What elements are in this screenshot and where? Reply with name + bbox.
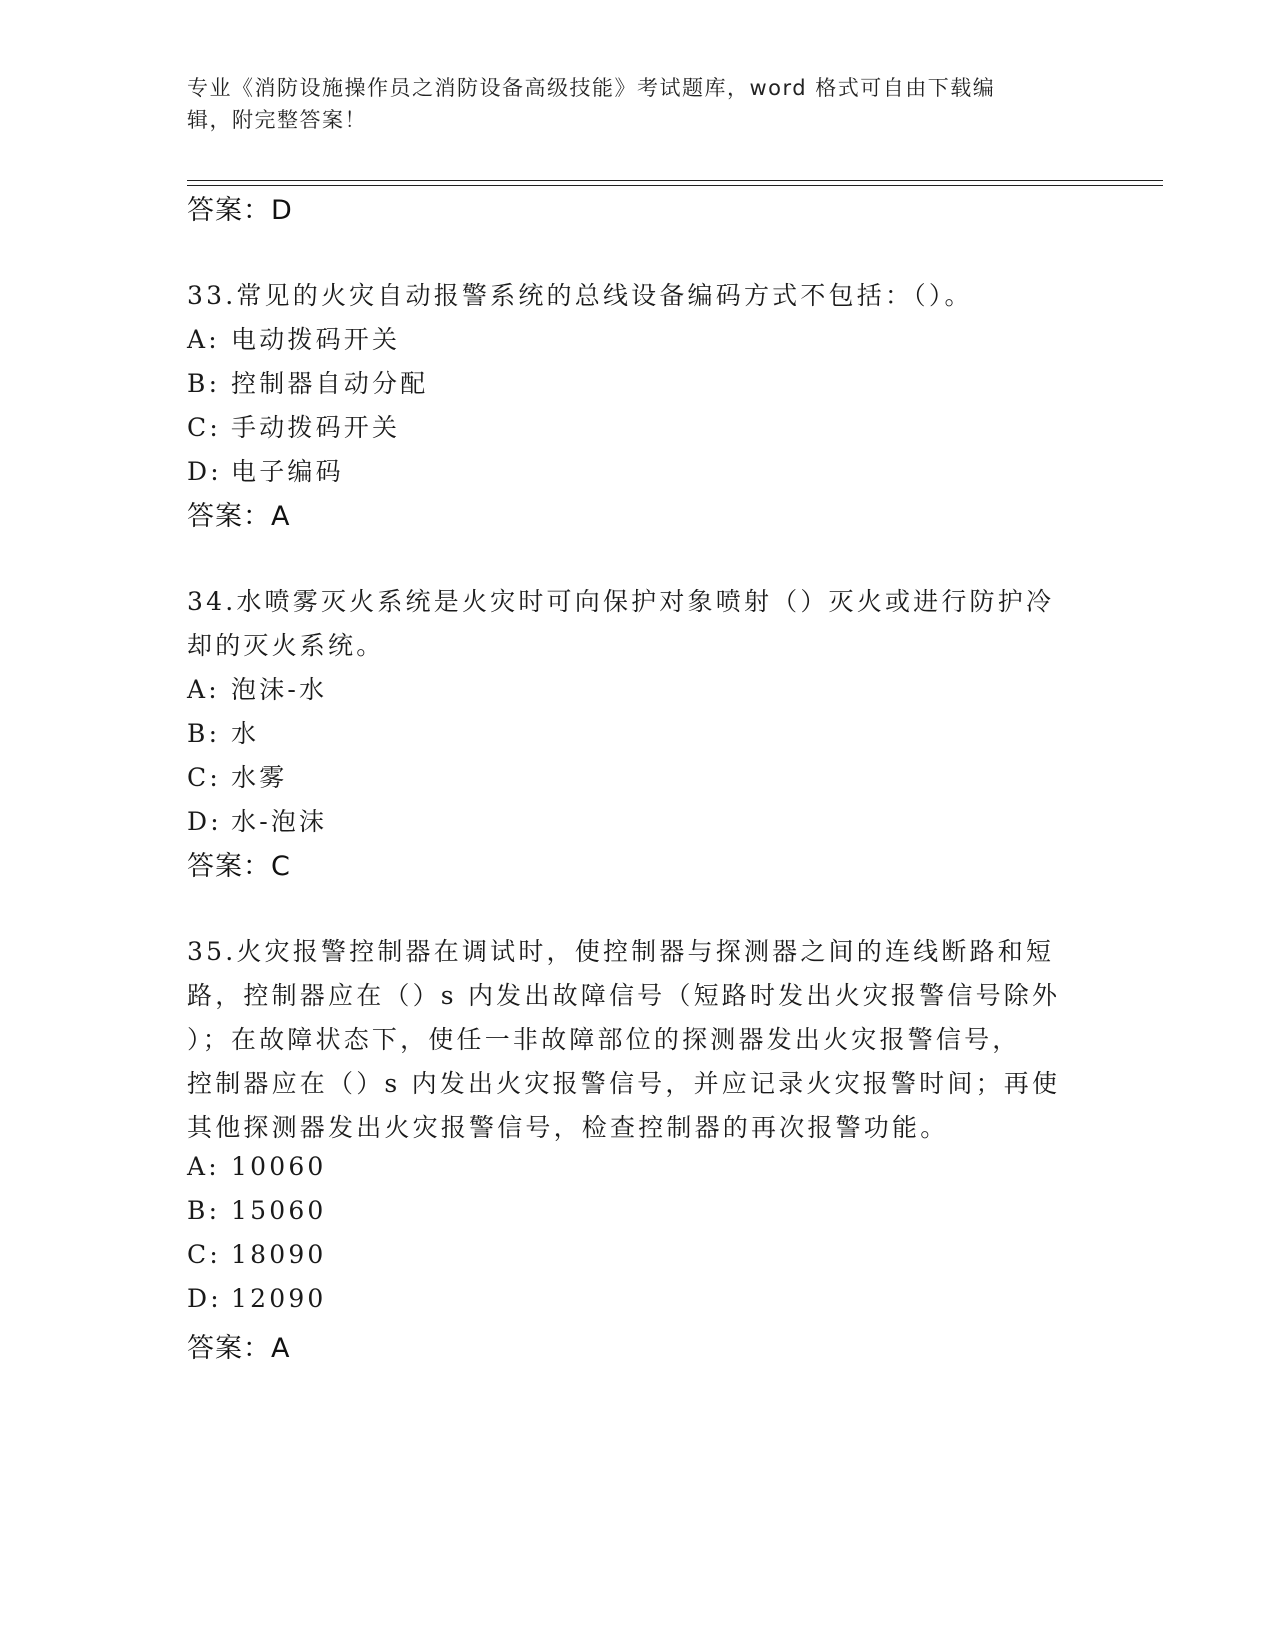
option-d — [187, 1284, 327, 1313]
option-label: B: — [187, 1196, 221, 1225]
option-text: 电子编码 — [231, 457, 344, 486]
option-label: D: — [187, 807, 222, 836]
header-divider-bottom — [187, 185, 1163, 186]
answer — [187, 1326, 290, 1365]
answer-value: C — [271, 851, 291, 882]
question-text-line: 却的灭火系统。 — [187, 631, 385, 660]
option-d — [187, 452, 344, 488]
option-label: B: — [187, 719, 221, 748]
question-text-line: 34.水喷雾灭火系统是火灾时可向保护对象喷射（）灭火或进行防护冷 — [187, 587, 1055, 616]
option-label: A: — [187, 325, 220, 354]
answer-value: A — [271, 1333, 291, 1364]
option-b — [187, 364, 428, 400]
answer-value: A — [271, 501, 291, 532]
option-c — [187, 1240, 327, 1269]
document-header — [187, 72, 1087, 136]
option-text: 水雾 — [231, 763, 288, 792]
option-text: 10060 — [231, 1152, 327, 1181]
option-text: 水 — [231, 719, 260, 748]
option-b — [187, 714, 259, 750]
question-text-line: 控制器应在（）s 内发出火灾报警信号，并应记录火灾报警时间；再使 — [187, 1069, 1061, 1098]
option-text: 泡沫-水 — [231, 675, 328, 704]
option-label: C: — [187, 763, 221, 792]
option-text: 手动拨码开关 — [231, 413, 401, 442]
question-text-line: 其他探测器发出火灾报警信号，检查控制器的再次报警功能。 — [187, 1113, 949, 1142]
option-text: 15060 — [231, 1196, 327, 1225]
option-a — [187, 1152, 327, 1181]
option-d — [187, 802, 327, 838]
option-a — [187, 670, 327, 706]
question-text-line: 35.火灾报警控制器在调试时，使控制器与探测器之间的连线断路和短 — [187, 937, 1055, 966]
answer — [187, 844, 291, 883]
header-divider-top — [187, 180, 1163, 181]
answer-prefix: 答案： — [187, 851, 271, 882]
header-line-1: 专业《消防设施操作员之消防设备高级技能》考试题库，word 格式可自由下载编 — [187, 76, 996, 100]
option-b — [187, 1196, 327, 1225]
option-text: 电动拨码开关 — [231, 325, 401, 354]
option-label: A: — [187, 1152, 220, 1181]
option-label: D: — [187, 1284, 222, 1313]
option-text: 水-泡沫 — [231, 807, 328, 836]
option-label: C: — [187, 413, 221, 442]
question-text-line: 33.常见的火灾自动报警系统的总线设备编码方式不包括：（）。 — [187, 281, 973, 310]
option-label: C: — [187, 1240, 221, 1269]
header-line-2: 辑，附完整答案！ — [187, 108, 367, 132]
question-text-line: 路，控制器应在（）s 内发出故障信号（短路时发出火灾报警信号除外 — [187, 981, 1061, 1010]
option-c — [187, 758, 287, 794]
option-text: 18090 — [231, 1240, 327, 1269]
question-text-line: ）；在故障状态下，使任一非故障部位的探测器发出火灾报警信号， — [187, 1025, 1021, 1054]
answer-value: D — [271, 195, 293, 226]
answer-prefix: 答案： — [187, 195, 271, 226]
option-label: D: — [187, 457, 222, 486]
option-text: 12090 — [231, 1284, 327, 1313]
option-label: B: — [187, 369, 221, 398]
answer — [187, 494, 290, 533]
answer-prefix: 答案： — [187, 1333, 271, 1364]
option-text: 控制器自动分配 — [231, 369, 429, 398]
option-label: A: — [187, 675, 220, 704]
answer-prefix: 答案： — [187, 501, 271, 532]
previous-answer — [187, 188, 293, 227]
option-c — [187, 408, 400, 444]
option-a — [187, 320, 400, 356]
